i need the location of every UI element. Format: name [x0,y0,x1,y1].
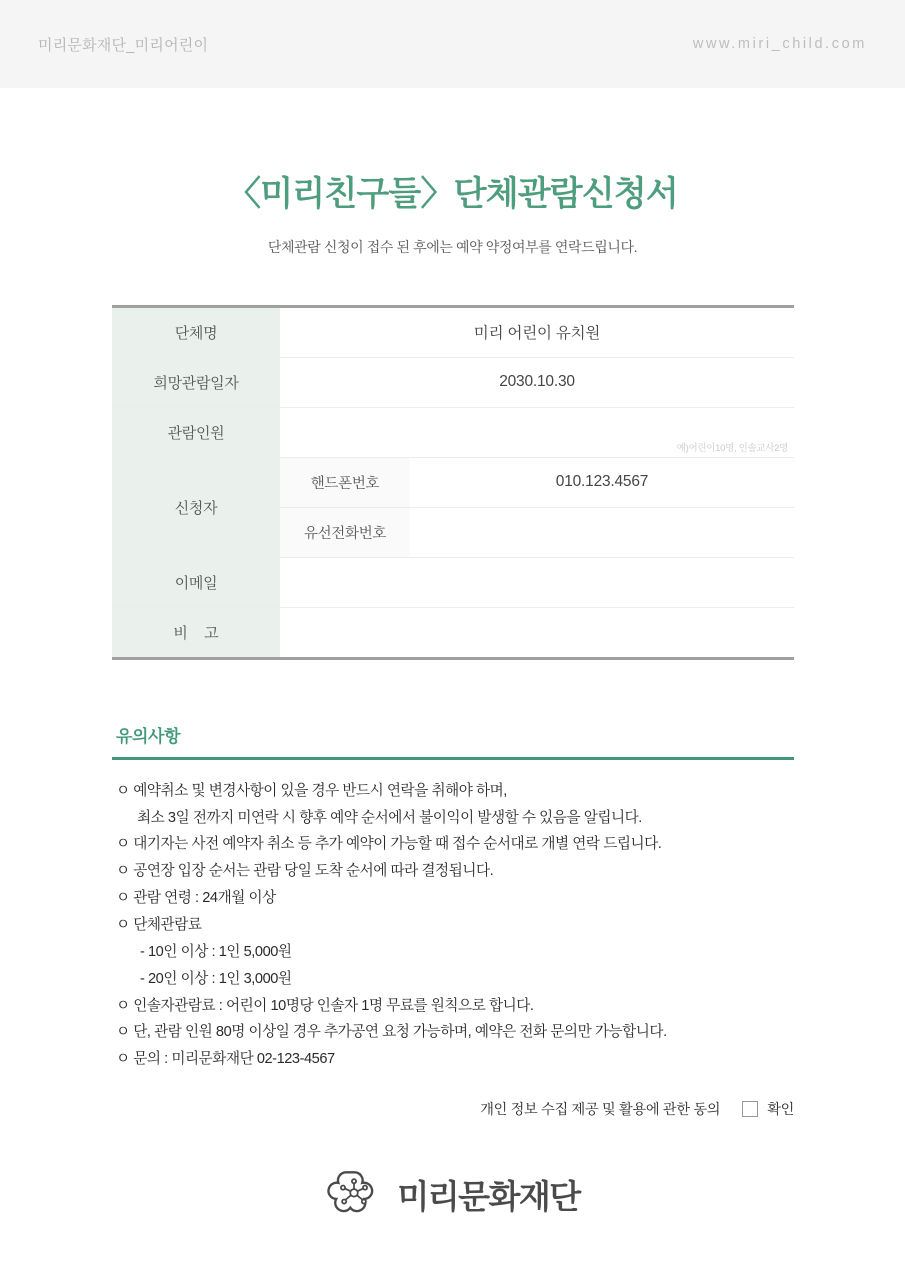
notice-item-continuation: 최소 3일 전까지 미연락 시 향후 예약 순서에서 불이익이 발생할 수 있음을 알립니다. [137,809,642,826]
notice-item: ㅇ 단체관람료 [116,917,202,934]
field-landline-number[interactable] [410,508,794,557]
notice-divider [112,757,794,760]
notice-item: - 10인 이상 : 1인 5,000원 [140,943,292,960]
field-headcount[interactable] [280,408,794,457]
field-remarks[interactable] [280,608,794,657]
page-title: 〈미리친구들〉단체관람신청서 [227,175,678,213]
label-organization-name: 단체명 [112,308,280,357]
consent-statement: 개인 정보 수집 제공 및 활용에 관한 동의 [480,1102,721,1119]
headcount-hint-text: 예)어린이10명, 인솔교사2명 [676,442,788,454]
field-visit-date[interactable]: 2030.10.30 [499,373,575,391]
footer-logo [112,1165,793,1223]
label-email: 이메일 [112,558,280,607]
table-row-email [112,558,794,608]
table-row-organization-name [112,308,794,358]
notice-item: ㅇ 단, 관람 인원 80명 이상일 경우 추가공연 요청 가능하며, 예약은 전화 문의만 가능합니다. [116,1024,667,1041]
notice-list [112,778,794,1073]
field-mobile-number[interactable]: 010.123.4567 [555,473,649,491]
notice-item: ㅇ 관람 연령 : 24개월 이상 [116,890,276,907]
notice-item: - 20인 이상 : 1인 3,000원 [140,970,292,987]
notice-item: ㅇ 예약취소 및 변경사항이 있을 경우 반드시 연락을 취해야 하며, 최소 3일 전까지 미연락 시 향후 예약 순서에서 불이익이 발생할 수 있음을 알립니다. [112,778,794,832]
header-website-url: www.miri_child.com [692,36,867,52]
consent-checkbox-group[interactable] [742,1099,794,1119]
table-subrow-mobile [280,458,794,508]
table-subrow-landline [280,508,794,557]
notice-item: ㅇ 인솔자관람료 : 어린이 10명당 인솔자 1명 무료를 원칙으로 합니다. [116,997,534,1014]
label-remarks: 비 고 [112,608,280,657]
applicant-subrows [280,458,794,557]
footer-logo-text: 미리문화재단 [397,1177,580,1215]
consent-row [112,1099,794,1119]
application-form-table [112,305,794,660]
document-body [0,88,905,1223]
checkbox-icon[interactable] [742,1101,758,1117]
flower-logo-icon [325,1165,383,1223]
notice-item: ㅇ 대기자는 사전 예약자 취소 등 추가 예약이 가능할 때 접수 순서대로 개별 연락 드립니다. [116,836,662,853]
field-organization-name[interactable]: 미리 어린이 유치원 [473,325,601,343]
page-header [0,0,905,88]
header-brand-text: 미리문화재단_미리어린이 [38,36,209,54]
notice-heading: 유의사항 [116,726,181,746]
table-row-applicant [112,458,794,558]
label-mobile-number: 핸드폰번호 [280,458,410,507]
table-row-visit-date [112,358,794,408]
table-row-headcount [112,408,794,458]
page-subtitle: 단체관람 신청이 접수 된 후에는 예약 약정여부를 연락드립니다. [267,238,638,255]
field-email[interactable] [280,558,794,607]
title-block [112,88,793,257]
notice-item: ㅇ 공연장 입장 순서는 관람 당일 도착 순서에 따라 결정됩니다. [116,863,494,880]
label-applicant: 신청자 [112,458,280,557]
table-row-remarks [112,608,794,657]
consent-checkbox-label: 확인 [767,1102,794,1119]
label-visit-date: 희망관람일자 [112,358,280,407]
notice-item: ㅇ 문의 : 미리문화재단 02-123-4567 [116,1051,335,1068]
notice-section [112,722,794,1073]
label-headcount: 관람인원 [112,408,280,457]
label-landline-number: 유선전화번호 [280,508,410,557]
